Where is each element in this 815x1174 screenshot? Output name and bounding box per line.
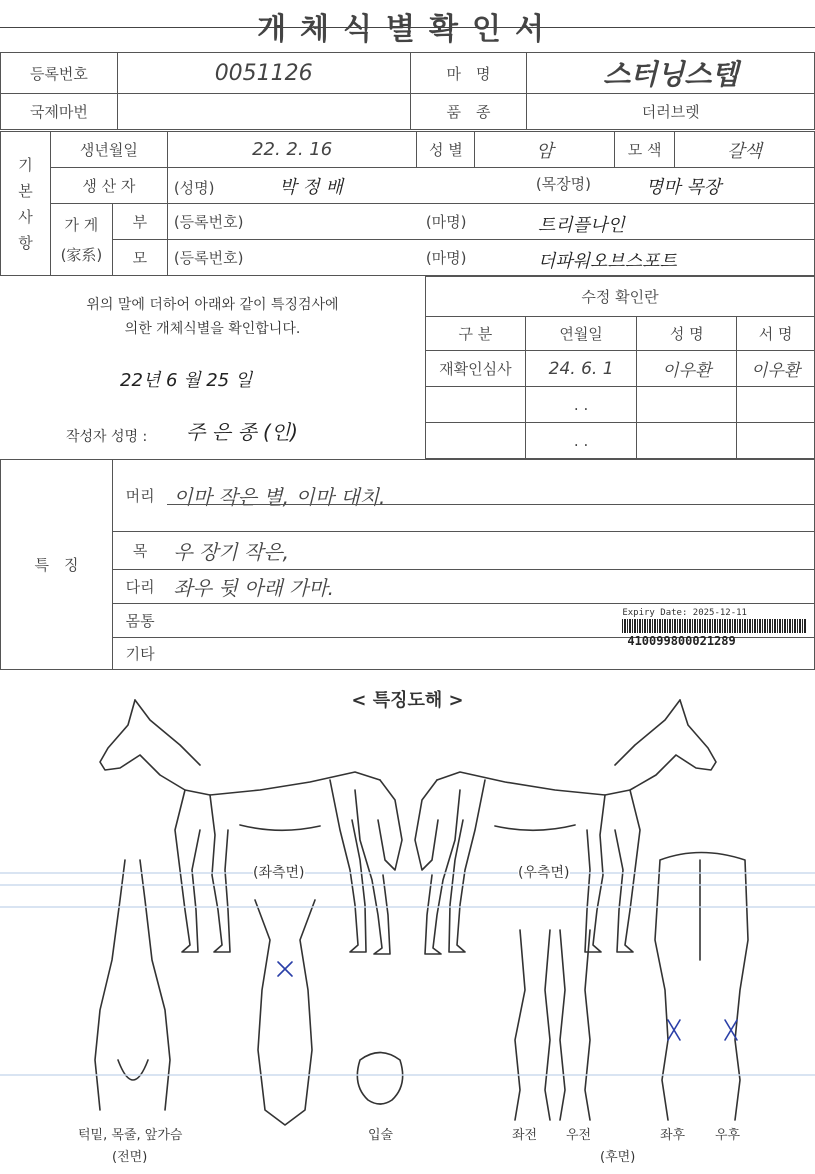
- head-mark: [278, 962, 292, 976]
- right-hind-label: 우후: [715, 1128, 741, 1143]
- left-horse-foreleg1: [175, 790, 200, 952]
- confirmation-block: [0, 276, 426, 460]
- rear-view-outline: [655, 853, 748, 1121]
- breeder-row: [167, 168, 814, 204]
- reg-no-label: 등록번호: [1, 53, 118, 94]
- sire-name-label: (마명): [425, 213, 467, 231]
- row1-category: 재확인심사: [426, 351, 526, 387]
- head-front-view: [255, 900, 315, 1125]
- other-label: 기타: [112, 638, 167, 670]
- statement-line1: 위의 말에 더하어 아래와 같이 특징검사에: [86, 297, 339, 313]
- lips-view: [357, 1053, 402, 1105]
- revision-table: [425, 276, 815, 459]
- left-horse-hindleg1: [330, 780, 366, 952]
- confirm-date: 22년 6 월 25 일: [120, 370, 253, 391]
- neck-value: 우 장기 작은,: [167, 532, 814, 570]
- barcode-bars: [622, 619, 807, 633]
- row1-name: 이우환: [637, 351, 737, 387]
- scan-line: [0, 906, 815, 908]
- basic-info-table: [0, 131, 815, 276]
- horse-name-value: 스터닝스텝: [527, 53, 815, 94]
- scan-line: [0, 1074, 815, 1076]
- right-horse-tail: [415, 780, 438, 870]
- color-value: 갈색: [675, 132, 815, 168]
- head-label: 머리: [112, 460, 167, 532]
- front-view-left: [95, 860, 125, 1110]
- rear-leg-marks: [668, 1020, 737, 1040]
- front-label: (전면): [112, 1150, 148, 1165]
- scan-line: [0, 884, 815, 886]
- dam-name-label: (마명): [425, 249, 467, 267]
- top-info-table: [0, 52, 815, 130]
- row2-sign: [737, 387, 815, 423]
- document-title: 개체식별확인서: [257, 12, 558, 47]
- row1-sign: 이우환: [737, 351, 815, 387]
- birth-value: 22. 2. 16: [167, 132, 417, 168]
- legs-value: 좌우 뒷 아래 가마.: [167, 570, 814, 604]
- left-horse-belly: [240, 825, 320, 830]
- barcode-number: 410099800021289: [627, 634, 736, 648]
- sire-row: [167, 204, 814, 240]
- front-view-chest: [118, 1060, 148, 1080]
- signer-value: 주 은 종 (인): [186, 420, 298, 444]
- front-view-right: [140, 860, 170, 1110]
- features-label: 특 징: [1, 460, 113, 670]
- left-side-label: (좌측면): [253, 862, 305, 882]
- sex-label: 성 별: [417, 132, 475, 168]
- dam-value: 더파워오브스포트: [537, 251, 677, 272]
- right-fore-label: 우전: [566, 1128, 592, 1143]
- farm-label: (목장명): [535, 174, 592, 193]
- breed-label: 품 종: [410, 94, 527, 130]
- diagram-title: < 특징도해 >: [351, 690, 464, 711]
- features-table: [0, 459, 815, 670]
- row1-date: 24. 6. 1: [525, 351, 637, 387]
- birth-label: 생년월일: [50, 132, 167, 168]
- other-value: [167, 608, 814, 670]
- col-sign: 서 명: [737, 317, 815, 351]
- right-horse-foreleg1: [615, 790, 640, 952]
- row3-name: [637, 423, 737, 459]
- breed-value: 더러브렛: [527, 94, 815, 130]
- right-side-label: (우측면): [518, 862, 570, 882]
- front-legs-right: [560, 930, 590, 1120]
- row2-category: [426, 387, 526, 423]
- left-horse-tail: [378, 780, 402, 870]
- dam-row: [167, 240, 814, 276]
- breeder-value: 박 정 배: [279, 176, 343, 198]
- intl-no-value: [117, 94, 410, 130]
- scan-line: [0, 872, 815, 874]
- row2-date: . .: [525, 387, 637, 423]
- horse-name-label: 마 명: [410, 53, 527, 94]
- head-underline: [167, 504, 814, 505]
- row3-sign: [737, 423, 815, 459]
- sire-value: 트리플나인: [537, 215, 625, 236]
- breeder-name-label: (성명): [173, 178, 215, 197]
- dam-label: 모: [112, 240, 167, 276]
- basic-group-label: 기 본 사 항: [1, 132, 51, 276]
- left-horse-outline: [100, 700, 380, 795]
- title-underline: [0, 27, 815, 28]
- front-legs-left: [515, 930, 550, 1120]
- left-hind-label: 좌후: [660, 1128, 686, 1143]
- reg-no-value: 0051126: [117, 53, 410, 94]
- signer-label: 작성자 성명 :: [66, 429, 148, 445]
- barcode-expiry: Expiry Date: 2025-12-11: [622, 608, 747, 618]
- right-horse-outline: [437, 700, 716, 795]
- rear-label: (후면): [600, 1150, 636, 1165]
- front-caption: 턱밑, 목줄, 앞가슴: [78, 1128, 183, 1143]
- body-label: 몸통: [112, 604, 167, 638]
- neck-label: 목: [112, 532, 167, 570]
- right-horse-belly: [495, 825, 575, 830]
- statement-line2: 의한 개체식별을 확인합니다.: [124, 321, 301, 337]
- right-horse-hindleg1: [449, 780, 485, 952]
- pedigree-label: 가 게 (家系): [50, 204, 112, 276]
- sire-reg-label: (등록번호): [173, 213, 244, 231]
- head-value: 이마 작은 별, 이마 대치.: [167, 460, 814, 532]
- left-fore-label: 좌전: [512, 1128, 538, 1143]
- revision-header: 수정 확인란: [426, 277, 815, 317]
- col-name: 성 명: [637, 317, 737, 351]
- dam-reg-label: (등록번호): [173, 249, 244, 267]
- breeder-label: 생 산 자: [50, 168, 167, 204]
- sex-value: 암: [475, 132, 615, 168]
- row2-name: [637, 387, 737, 423]
- color-label: 모 색: [615, 132, 675, 168]
- lips-label: 입술: [368, 1128, 394, 1143]
- col-category: 구 분: [426, 317, 526, 351]
- farm-value: 명마 목장: [645, 176, 722, 198]
- legs-label: 다리: [112, 570, 167, 604]
- sire-label: 부: [112, 204, 167, 240]
- col-date: 연월일: [525, 317, 637, 351]
- row3-date: . .: [525, 423, 637, 459]
- intl-no-label: 국제마번: [1, 94, 118, 130]
- row3-category: [426, 423, 526, 459]
